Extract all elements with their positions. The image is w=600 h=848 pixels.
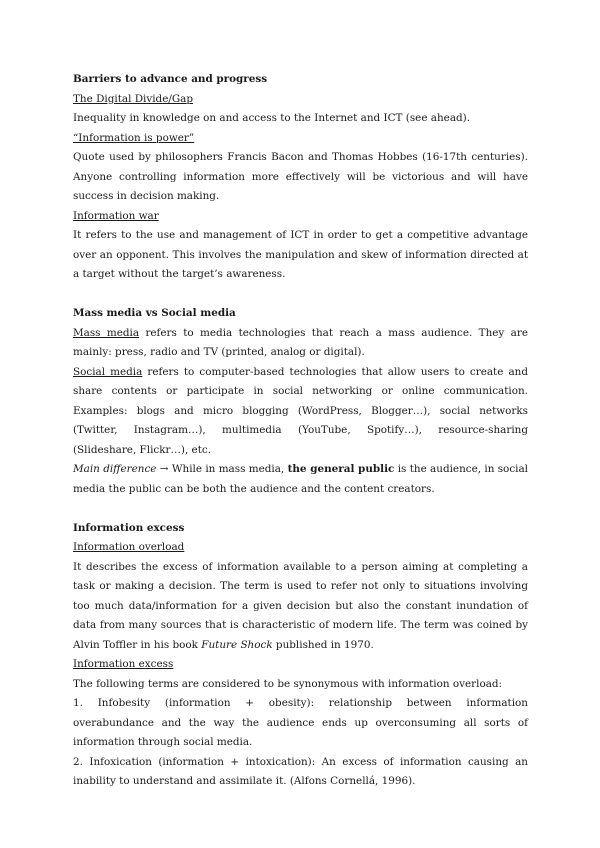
definition-social-media: refers to computer-based technologies that allow users to create and share contents or participate in social networking or online communication. Examples: blogs and micro blogging (WordPress, Blogger…), social networks (Twitter, Instagram…), multimedia (YouTube, Spotify…), resource-sharing (Slideshare, Flickr…), etc. <box>73 365 528 456</box>
paragraph-excess-intro: The following terms are considered to be synonymous with information overload: <box>73 677 503 690</box>
document-page <box>73 70 528 792</box>
section-title-barriers: Barriers to advance and progress <box>73 73 268 85</box>
paragraph-information-overload <box>73 558 528 656</box>
arrow-icon: → <box>156 463 172 475</box>
section-spacer <box>73 499 528 519</box>
difference-text-bold: the general public <box>287 463 395 475</box>
heading-information-excess: Information excess <box>73 658 174 670</box>
list-item-infoxication: 2. Infoxication (information + intoxication): An excess of information causing an inability to understand and assimilate it. (Alfons Cornellá, 1996). <box>73 755 528 787</box>
section-spacer <box>73 285 528 305</box>
heading-information-war: Information war <box>73 209 159 222</box>
difference-text-post: is the audience, in social media the public can be both the audience and the content creators. <box>73 463 528 495</box>
label-main-difference: Main difference <box>73 463 157 475</box>
paragraph-digital-divide: Inequality in knowledge on and access to the Internet and ICT (see ahead). <box>73 112 471 124</box>
term-mass-media: Mass media <box>73 326 140 339</box>
difference-text-pre: While in mass media, <box>171 463 288 475</box>
overload-text-pre: It describes the excess of information available to a person aiming at completing a task or making a decision. The term is used to refer not only to situations involving too much data/information for a given decision but also the constant inundation of data from many sources that is characteristic of modern life. The term was coined by Alvin Toffler in his book <box>73 560 528 651</box>
definition-mass-media: refers to media technologies that reach a mass audience. They are mainly: press, radio and TV (printed, analog or digital). <box>73 326 528 358</box>
section-title-information-excess: Information excess <box>73 521 185 534</box>
heading-digital-divide: The Digital Divide/Gap <box>73 92 193 105</box>
overload-text-post: published in 1970. <box>272 638 374 651</box>
book-title: Future Shock <box>201 638 273 651</box>
heading-information-overload: Information overload <box>73 541 185 553</box>
term-social-media: Social media <box>73 365 143 378</box>
paragraph-social-media <box>73 363 528 461</box>
paragraph-main-difference <box>73 460 528 499</box>
paragraph-mass-media <box>73 324 528 363</box>
paragraph-information-is-power: Quote used by philosophers Francis Bacon and Thomas Hobbes (16-17th centuries). Anyone controlling information more effectively will be victorious and will have success in decision making. <box>73 151 528 202</box>
section-title-media: Mass media vs Social media <box>73 307 236 319</box>
heading-information-is-power: “Information is power” <box>73 131 195 144</box>
paragraph-information-war: It refers to the use and management of ICT in order to get a competitive advantage over an opponent. This involves the manipulation and skew of information directed at a target without the target’s awareness. <box>73 229 528 280</box>
list-item-infobesity: 1. Infobesity (information + obesity): relationship between information overabundance and the way the audience ends up overconsuming all sorts of information through social media. <box>73 697 528 748</box>
